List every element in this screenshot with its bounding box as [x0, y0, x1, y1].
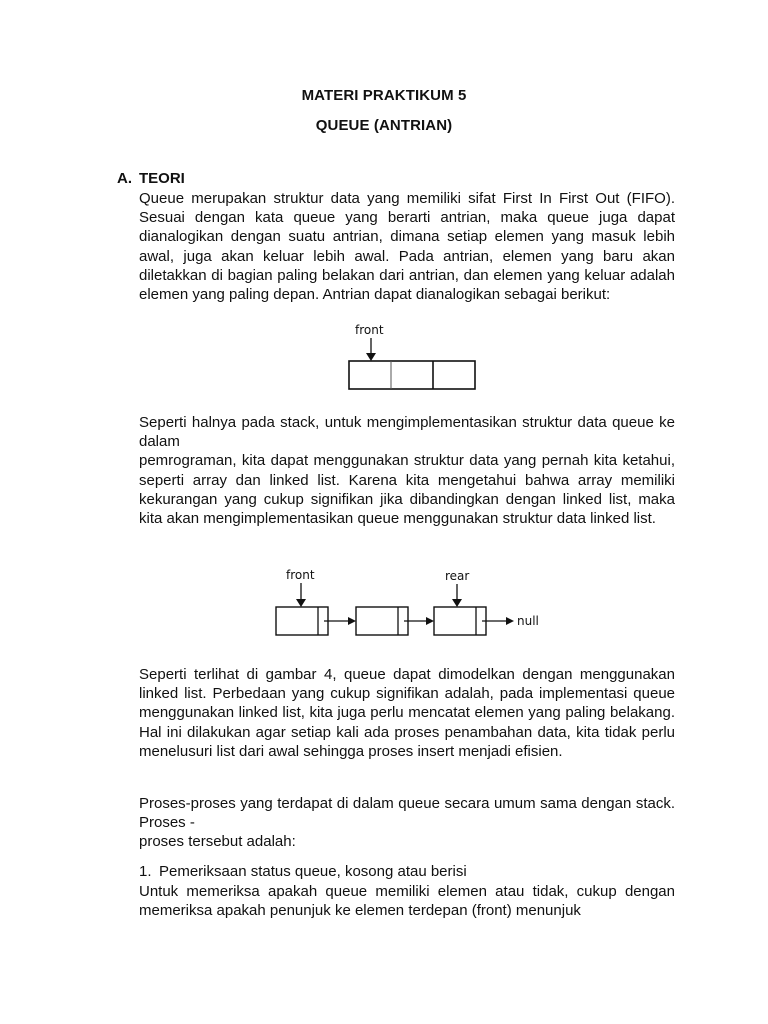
- paragraph4-line2: proses tersebut adalah:: [139, 833, 296, 851]
- figure2-link-2-arrowhead: [426, 617, 434, 625]
- list-item-1-number: 1.: [139, 863, 152, 880]
- section-letter: A.: [117, 170, 132, 187]
- section-heading: [117, 170, 185, 187]
- paragraph-implementation: [139, 413, 675, 528]
- paragraph2-line1: Seperti halnya pada stack, untuk mengimplementasikan struktur data queue ke dalam: [139, 414, 675, 451]
- figure2-rear-label: rear: [445, 569, 470, 583]
- figure1-front-arrowhead: [366, 353, 376, 361]
- paragraph-check-status: Untuk memeriksa apakah queue memiliki elemen atau tidak, cukup dengan memeriksa apakah penunjuk ke elemen terdepan (front) menunjuk: [139, 883, 675, 920]
- figure2-null-label: null: [517, 614, 539, 628]
- section-title: TEORI: [139, 170, 185, 187]
- figure-linked-list-queue: [270, 563, 560, 647]
- document-subtitle: QUEUE (ANTRIAN): [315, 117, 453, 134]
- figure-array-queue: [335, 318, 485, 394]
- figure2-node-2: [356, 607, 408, 635]
- figure2-node-1: [276, 607, 328, 635]
- paragraph-linked-list-model: Seperti terlihat di gambar 4, queue dapat dimodelkan dengan menggunakan linked list. Perbedaan yang cukup signifikan adalah, pada implementasi queue menggunakan linked list, kita juga perlu mencatat elemen yang paling belakang. Hal ini dilakukan agar setiap kali ada proses penambahan data, kita tidak perlu menelusuri list dari awal sehingga proses insert menjadi efisien.: [139, 666, 675, 760]
- paragraph-theory-intro: Queue merupakan struktur data yang memiliki sifat First In First Out (FIFO). Sesuai dengan kata queue yang berarti antrian, maka queue juga dapat dianalogikan dengan suatu antrian, dimana setiap elemen yang masuk lebih awal, juga akan keluar lebih awal. Pada antrian, elemen yang baru akan diletakkan di bagian paling belakan dari antrian, dan elemen yang keluar adalah elemen yang paling depan. Antrian dapat dianalogikan sebagai berikut:: [139, 190, 675, 304]
- figure2-node-3: [434, 607, 486, 635]
- document-title: MATERI PRAKTIKUM 5: [301, 87, 467, 104]
- paragraph-processes: [139, 794, 675, 852]
- list-item-1: [139, 863, 467, 880]
- list-item-1-text: Pemeriksaan status queue, kosong atau berisi: [159, 863, 467, 880]
- figure1-queue-box: [349, 361, 475, 389]
- figure2-front-label: front: [286, 568, 315, 582]
- paragraph2-rest: pemrograman, kita dapat menggunakan struktur data yang pernah kita ketahui, seperti array dan linked list. Karena kita mengetahui bahwa array memiliki kekurangan yang cukup signifikan jika dibandingkan dengan linked list, maka kita akan mengimplementasikan queue menggunakan struktur data linked list.: [139, 452, 675, 528]
- figure2-link-null-arrowhead: [506, 617, 514, 625]
- figure2-front-arrowhead: [296, 599, 306, 607]
- paragraph4-line1: Proses-proses yang terdapat di dalam queue secara umum sama dengan stack. Proses -: [139, 795, 675, 832]
- figure2-rear-arrowhead: [452, 599, 462, 607]
- figure1-front-label: front: [355, 323, 384, 337]
- figure2-link-1-arrowhead: [348, 617, 356, 625]
